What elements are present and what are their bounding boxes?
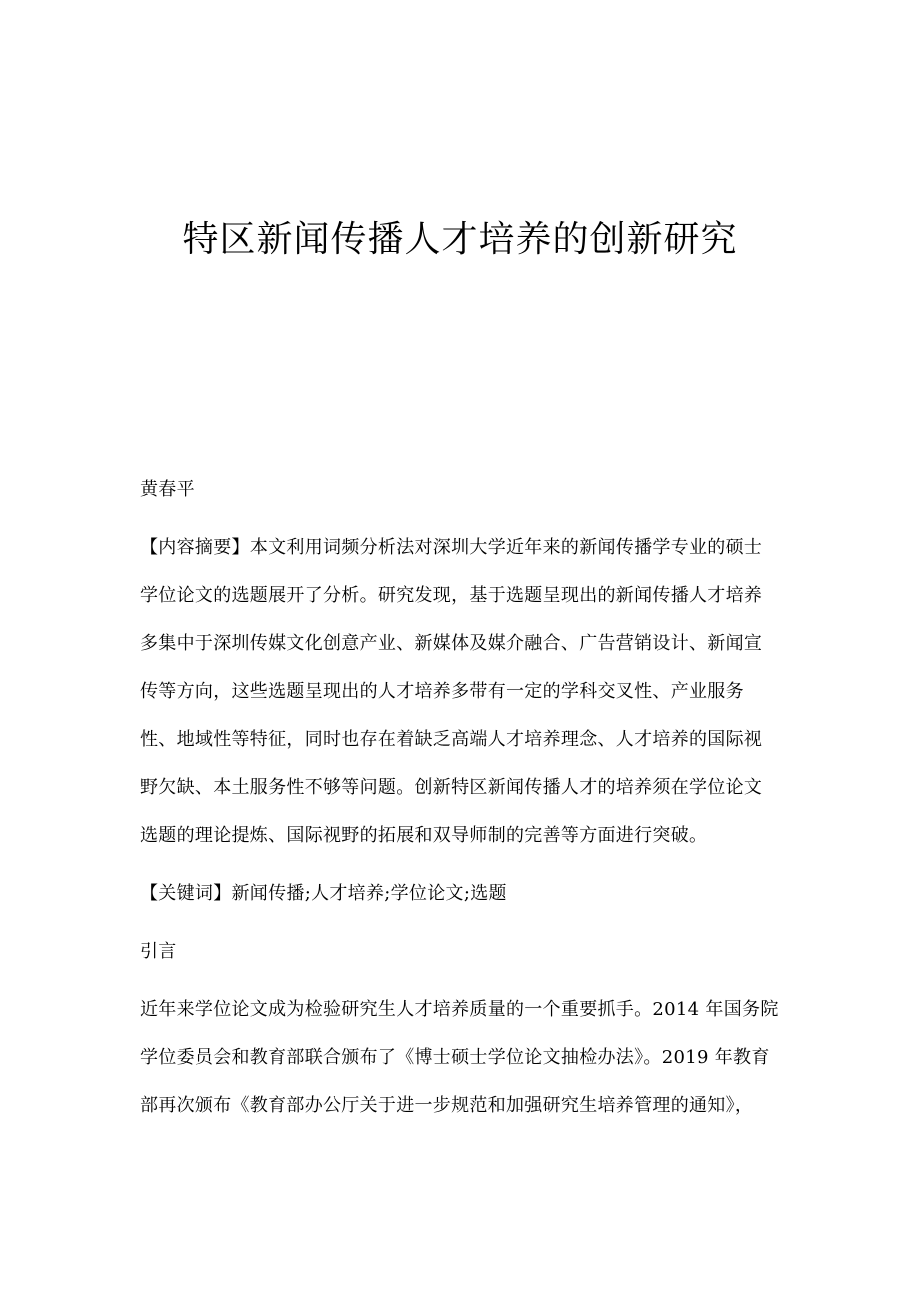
abstract-line-6: 野欠缺、本土服务性不够等问题。创新特区新闻传播人才的培养须在学位论文: [140, 777, 763, 798]
abstract-label: 【内容摘要】: [140, 537, 250, 558]
author-name: 黄春平: [140, 479, 195, 500]
body-line-2: 学位委员会和教育部联合颁布了《博士硕士学位论文抽检办法》。2019 年教育: [140, 1047, 770, 1068]
abstract-line-3: 多集中于深圳传媒文化创意产业、新媒体及媒介融合、广告营销设计、新闻宣: [140, 633, 763, 654]
paper-title: 特区新闻传播人才培养的创新研究: [182, 219, 738, 260]
abstract-line-7: 选题的理论提炼、国际视野的拓展和双导师制的完善等方面进行突破。: [140, 825, 708, 846]
abstract-line-1: [140, 524, 782, 572]
paper-content: [140, 466, 782, 1140]
keywords-line: [140, 870, 782, 918]
abstract-line-5: 性、地域性等特征，同时也存在着缺乏高端人才培养理念、人才培养的国际视: [140, 729, 763, 750]
body-paragraph: [140, 986, 782, 1130]
abstract-text-1: 本文利用词频分析法对深圳大学近年来的新闻传播学专业的硕士: [249, 537, 763, 558]
intro-heading: 引言: [140, 941, 177, 962]
abstract-line-4: 传等方向，这些选题呈现出的人才培养多带有一定的学科交叉性、产业服务: [140, 681, 744, 702]
abstract-section: [140, 524, 782, 860]
keywords-label: 【关键词】: [140, 883, 232, 904]
body-line-3: 部再次颁布《教育部办公厅关于进一步规范和加强研究生培养管理的通知》，: [140, 1095, 754, 1116]
abstract-line-2: 学位论文的选题展开了分析。研究发现，基于选题呈现出的新闻传播人才培养: [140, 585, 763, 606]
keywords-text: 新闻传播;人才培养;学位论文;选题: [231, 883, 507, 904]
body-line-1: 近年来学位论文成为检验研究生人才培养质量的一个重要抓手。2014 年国务院: [140, 999, 779, 1020]
